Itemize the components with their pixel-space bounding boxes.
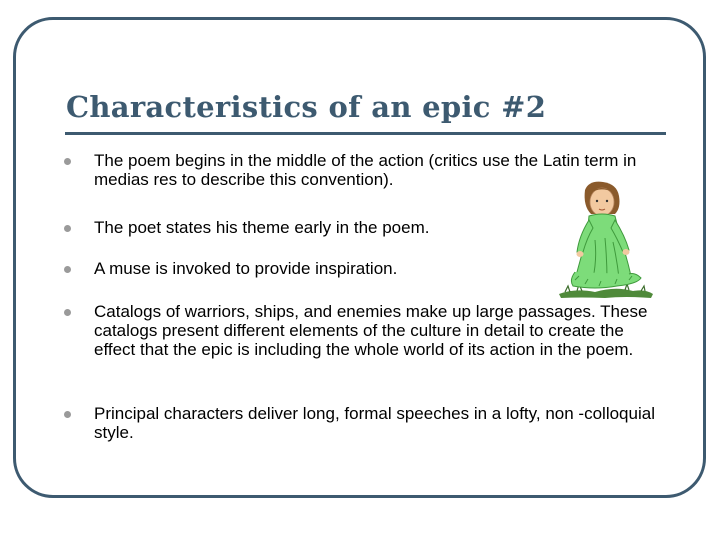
muse-figure-icon	[555, 180, 655, 302]
bullet-text: A muse is invoked to provide inspiration.	[94, 259, 398, 278]
slide-title: Characteristics of an epic #2	[66, 90, 547, 124]
bullet-text: Principal characters deliver long, formal speeches in a lofty, non -colloquial style.	[94, 404, 655, 442]
bullet-dot-icon	[64, 411, 71, 418]
bullet-dot-icon	[64, 266, 71, 273]
title-underline	[65, 132, 666, 135]
bullet-text: The poet states his theme early in the poem.	[94, 218, 430, 237]
bullet-dot-icon	[64, 309, 71, 316]
bullet-dot-icon	[64, 225, 71, 232]
bullet-text: Catalogs of warriors, ships, and enemies make up large passages. These catalogs present different elements of the culture in detail to create the effect that the epic is including the whole world of its action in the poem.	[94, 302, 648, 359]
bullet-dot-icon	[64, 158, 71, 165]
bullet-text: The poem begins in the middle of the action (critics use the Latin term in medias res to describe this convention).	[94, 151, 637, 189]
